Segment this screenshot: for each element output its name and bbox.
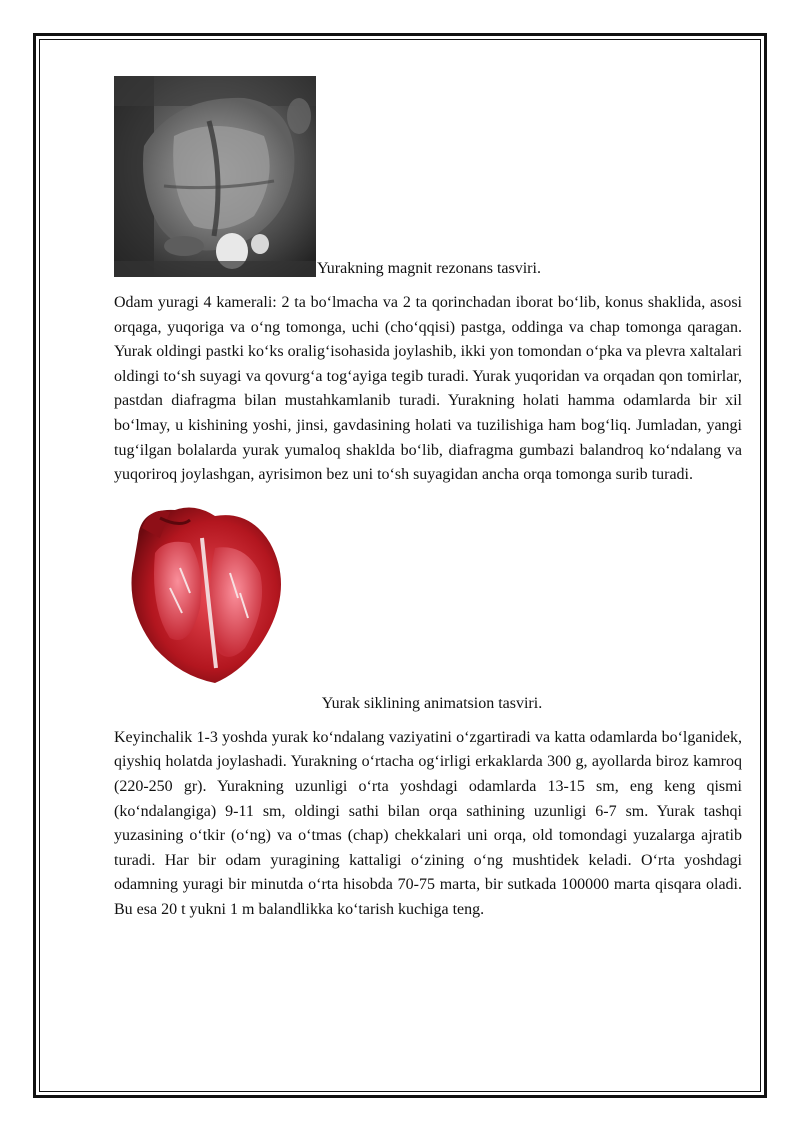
figure-heart-caption: Yurak siklining animatsion tasviri. xyxy=(321,694,543,712)
figure-mri-caption: Yurakning magnit rezonans tasviri. xyxy=(317,260,541,277)
paragraph-heart-size: Keyinchalik 1-3 yoshda yurak ko‘ndalang vaziyatini o‘zgartiradi va katta odamlarda bo‘lganidek, qiyshiq holatda joylashadi. Yurakning o‘rtacha og‘irligi erkaklarda 300 g, ayollarda biroz kamroq (220-250 gr). Yurakning uzunligi o‘rta yoshdagi odamlarda 13-15 sm, eng keng qismi (ko‘ndalangiga) 9-11 sm, oldingi sathi bilan orqa sathining uzunligi 6-7 sm. Yurak tashqi yuzasining o‘tkir (o‘ng) va o‘tmas (chap) chekkalari uni orqa, old tomondagi yuzalarga ajratib turadi. Har bir odam yuragining kattaligi o‘zining o‘ng mushtidek keladi. O‘rta yoshdagi odamning yuragi bir minutda o‘rta hisobda 70-75 marta, bir sutkada 100000 marta qisqara oladi. Bu esa 20 t yukni 1 m balandlikka ko‘tarish kuchiga teng. xyxy=(114,728,742,918)
paragraph-heart-structure: Odam yuragi 4 kamerali: 2 ta bo‘lmacha va 2 ta qorinchadan iborat bo‘lib, konus shaklida, asosi orqaga, yuqoriga va o‘ng tomonga, uchi (cho‘qqisi) pastga, oddinga va chap tomonga qaragan. Yurak oldingi pastki ko‘ks oralig‘isohasida joylashib, ikki yon tomondan o‘pka va plevra xaltalari oldingi to‘sh suyagi va qovurg‘a tog‘ayiga tegib turadi. Yurak yuqoridan va orqadan qon tomirlar, pastdan diafragma bilan mustahkamlanib turadi. Yurakning holati hamma odamlarda bir xil bo‘lmay, u kishining yoshi, jinsi, gavdasining holati va tuzilishiga ham bog‘liq. Jumladan, yangi tug‘ilgan bolalarda yurak yumaloq shaklda bo‘lib, diafragma gumbazi balandroq ko‘ndalang va yuqoriroq joylashgan, ayrisimon bez uni to‘sh suyagidan ancha orqa tomonga surib turadi. xyxy=(114,294,742,484)
figure-heart xyxy=(114,498,742,688)
document-content xyxy=(114,76,742,923)
heart-cross-section-illustration xyxy=(120,498,290,688)
mri-heart-scan-image xyxy=(114,76,316,277)
figure-mri xyxy=(114,76,742,277)
